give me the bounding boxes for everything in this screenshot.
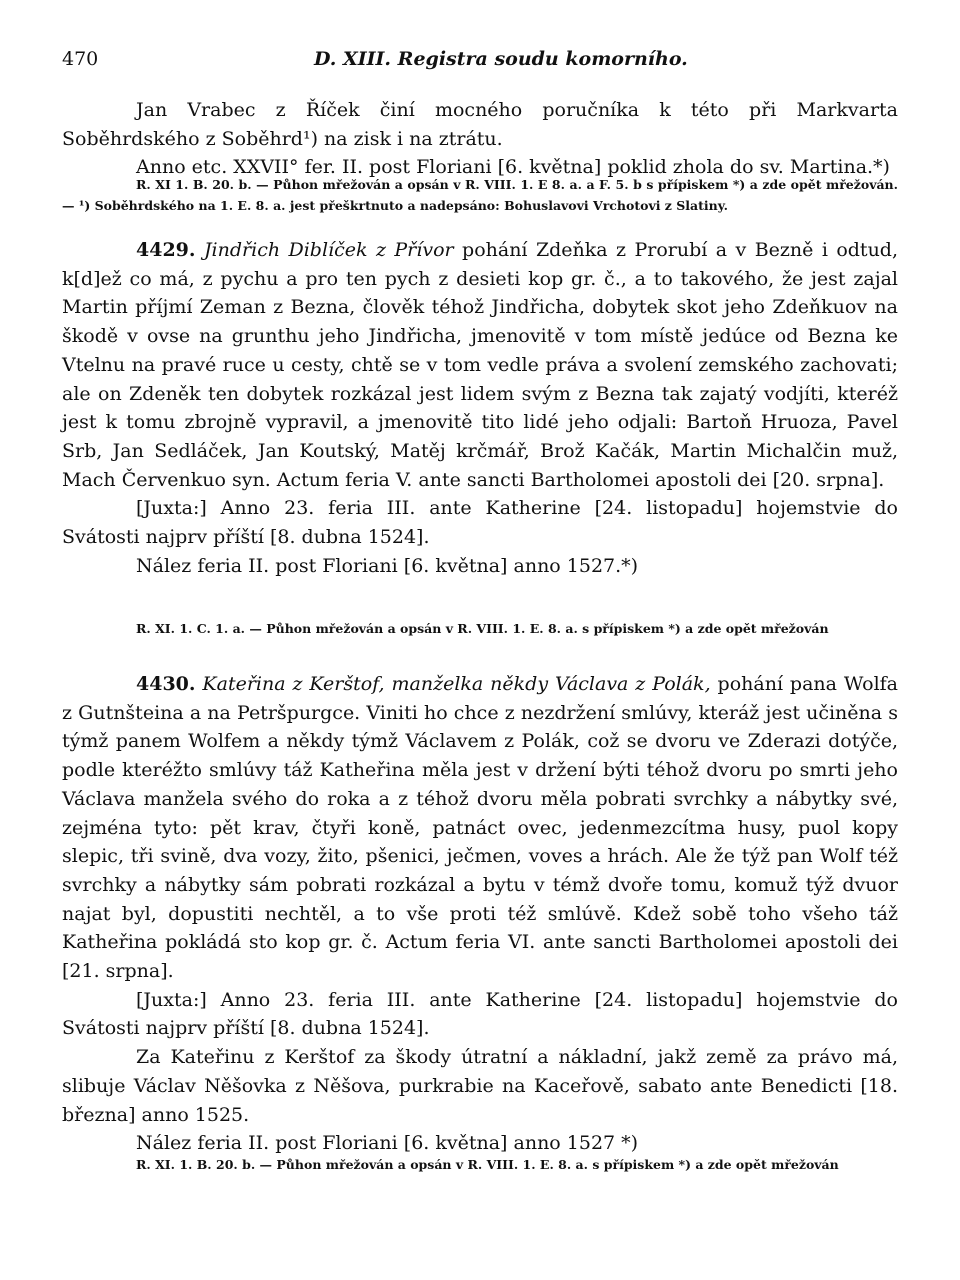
entry-4430-body [62, 670, 898, 986]
entry-party: Jindřich Diblíček z Přívor [203, 239, 454, 261]
entry-juxta: [Juxta:] Anno 23. feria III. ante Katherine [24. listopadu] hojemstvie do Svátosti najprv příští [8. dubna 1524]. [62, 497, 898, 549]
entry-text: pohání pana Wolfa z Gutnšteina a na Petršpurgce. Viniti ho chce z nezdržení smlúvy, kteráž jest učiněna s týmž panem Wolfem a někdy týmž Václavem z Polák, což se dvoru ve Zderazi dotýče, podle kteréžto smlúvy táž Katheřina měla jest v držení býti téhož dvoru po smrti jeho Václava manžela svého do roka a z téhož dvoru měla pobrati svrchky a nábytky své, zejména tyto: pět krav, čtyři koně, patnáct ovec, jedenmezcítma husy, puol kopy slepic, tři svině, dva vozy, žito, pšenici, ječmen, voves a hrách. Ale že týž pan Wolf též svrchky a nábytky sám pobrati rozkázal a bytu v témž dvoře tomu, komuž týž dvuor najat byl, dopustiti nechtěl, a to vše proti též smlúvě. Kdež sobě toho všeho táž Katheřina pokládá sto kop gr. č. Actum feria VI. ante sancti Bartholomei apostoli dei [21. srpna]. [62, 673, 899, 983]
entry-4430 [62, 670, 898, 1158]
page-header [62, 48, 898, 78]
entry-4429 [62, 236, 898, 580]
entry-number: 4430. [136, 673, 196, 695]
entry-nalez: Nález feria II. post Floriani [6. května] anno 1527.*) [136, 554, 639, 577]
footnote-block-1 [62, 174, 898, 216]
entry-party: Kateřina z Kerštof, manželka někdy Václava z Polák, [202, 673, 711, 695]
intro-date-paragraph: Anno etc. XXVII° fer. II. post Floriani [6. května] poklid zhola do sv. Martina.*) [136, 156, 890, 179]
footnote-text: R. XI. 1. C. 1. a. — Půhon mřežován a opsán v R. VIII. 1. E. 8. a. s přípiskem *) a zde opět mřežován [136, 621, 829, 636]
entry-text: pohání Zdeňka z Prorubí a v Bezně i odtud, k[d]ež co má, z pychu a pro ten pych z desieti kop gr. č., a to takového, že jest zajal Martin příjmí Zeman z Bezna, člověk téhož Jindřicha, dobytek skot jeho Zdeňkuov na škodě v ovse na grunthu jeho Jindřicha, jmenovitě v tom místě jedúce od Bezna ke Vtelnu na pravé ruce u cesty, chtě se v tom vedle práva a svolení zemského zachovati; ale on Zdeněk ten dobytek rozkázal jest lidem svým z Bezna tak zajatý vodjíti, kteréž jest k tomu zbrojně vypravil, a jmenovitě tito lidé jeho odjali: Bartoň Hruoza, Pavel Srb, Jan Sedláček, Jan Koutský, Matěj krčmář, Brož Kačák, Martin Michalčin muž, Mach Červenkuo syn. Actum feria V. ante sancti Bartholomei apostoli dei [20. srpna]. [62, 239, 899, 491]
entry-number: 4429. [136, 239, 196, 261]
footnote-block-2 [62, 618, 898, 639]
footnote-text: R. XI. 1. B. 20. b. — Půhon mřežován a opsán v R. VIII. 1. E. 8. a. s přípiskem *) a zde opět mřežován [136, 1157, 839, 1172]
entry-juxta: [Juxta:] Anno 23. feria III. ante Katherine [24. listopadu] hojemstvie do Svátosti najprv příští [8. dubna 1524]. [62, 988, 898, 1040]
footnote-block-3 [62, 1154, 898, 1175]
entry-4429-body [62, 236, 898, 494]
entry-nalez: Nález feria II. post Floriani [6. května] anno 1527 *) [136, 1132, 639, 1155]
page-number: 470 [62, 48, 99, 70]
running-title: D. XIII. Registra soudu komorního. [314, 48, 688, 70]
footnote-text: R. XI 1. B. 20. b. — Půhon mřežován a opsán v R. VIII. 1. E 8. a. a F. 5. b s přípiskem *) a zde opět mřežován. — ¹) Soběhrdského na 1. E. 8. a. jest přeškrtnuto a nadepsáno: Bohuslavovi Vrchotovi z Slatiny. [62, 177, 898, 213]
entry-surety: Za Kateřinu z Kerštof za škody útratní a nákladní, jakž země za právo má, slibuje Václav Něšovka z Něšova, purkrabie na Kaceřově, sabato ante Benedicti [18. března] anno 1525. [62, 1046, 898, 1126]
intro-block [62, 96, 898, 182]
intro-paragraph: Jan Vrabec z Říček činí mocného poručníka k této při Markvarta Soběhrdského z Soběhrd¹) na zisk i na ztrátu. [62, 99, 898, 150]
